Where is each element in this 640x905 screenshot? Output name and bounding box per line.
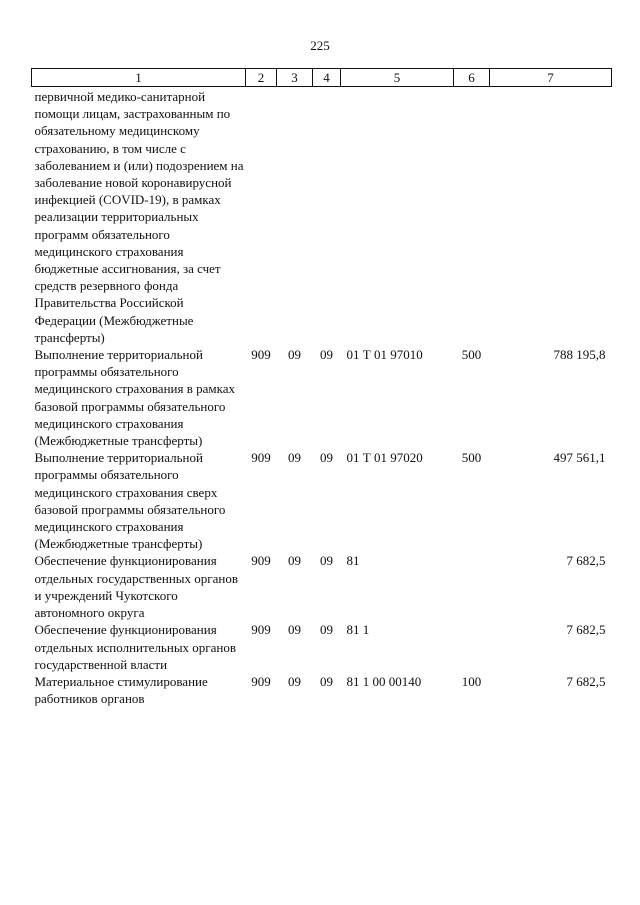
table-row	[32, 346, 612, 449]
row-ministry: 909	[251, 622, 271, 638]
row-subsection: 09	[320, 553, 333, 569]
table-row	[32, 621, 612, 673]
row-name: Материальное стимулирование работников органов	[34, 673, 208, 707]
row-subsection: 09	[320, 450, 333, 466]
row-expense-type	[454, 552, 490, 621]
header-row	[32, 69, 612, 87]
table-header	[32, 69, 612, 87]
row-ministry: 909	[251, 673, 271, 689]
row-target-code: 01 Т 01 97020	[346, 450, 423, 466]
column-header-1: 1	[32, 69, 246, 87]
row-target-code: 81 1 00 00140	[346, 673, 422, 689]
row-amount: 497 561,1	[553, 450, 606, 466]
row-amount: 7 682,5	[566, 553, 606, 569]
row-name: первичной медико-санитарной помощи лицам, застрахованным по обязательному медицинскому страхованию, в том числе с заболеванием и (или) подозрением на заболевание новой коронавирусной инфекцией (COVID-19), в рамках реализации территориальных программ обязательного медицинского страхования бюджетные ассигнования, за счет средств резервного фонда Правительства Российской Федерации (Межбюджетные трансферты)	[34, 89, 244, 345]
row-name: Обеспечение функционирования отдельных государственных органов и учреждений Чукотского автономного округа	[34, 553, 238, 621]
row-name: Обеспечение функционирования отдельных исполнительных органов государственной власти	[34, 622, 236, 672]
row-expense-type: 500	[461, 450, 482, 466]
row-target-code: 01 Т 01 97010	[346, 347, 423, 363]
row-expense-type: 100	[461, 673, 482, 689]
column-header-4: 4	[313, 69, 341, 87]
row-subsection: 09	[320, 673, 333, 689]
row-expense-type	[454, 88, 490, 346]
row-amount: 7 682,5	[566, 622, 606, 638]
budget-table	[31, 68, 612, 707]
row-name: Выполнение территориальной программы обязательного медицинского страхования сверх базовой программы обязательного медицинского страхования (Межбюджетные трансферты)	[34, 450, 226, 552]
row-subsection: 09	[320, 347, 333, 363]
row-section	[277, 88, 313, 346]
column-header-3: 3	[277, 69, 313, 87]
table-body	[32, 87, 612, 708]
table-row	[32, 673, 612, 707]
table-row	[32, 449, 612, 552]
row-subsection: 09	[320, 622, 333, 638]
row-section: 09	[288, 622, 301, 638]
row-target-code	[341, 88, 454, 346]
table-row	[32, 88, 612, 346]
row-section: 09	[288, 673, 301, 689]
row-target-code: 81 1	[346, 622, 370, 638]
column-header-2: 2	[246, 69, 277, 87]
row-name: Выполнение территориальной программы обязательного медицинского страхования в рамках базовой программы обязательного медицинского страхования (Межбюджетные трансферты)	[34, 347, 235, 449]
row-section: 09	[288, 347, 301, 363]
row-amount: 788 195,8	[553, 347, 606, 363]
row-ministry: 909	[251, 450, 271, 466]
row-ministry	[246, 88, 277, 346]
row-target-code: 81	[346, 553, 360, 569]
row-expense-type	[454, 621, 490, 673]
column-header-7: 7	[490, 69, 612, 87]
row-section: 09	[288, 553, 301, 569]
row-subsection	[313, 88, 341, 346]
page-number: 225	[310, 38, 330, 53]
row-amount: 7 682,5	[566, 673, 606, 689]
row-ministry: 909	[251, 347, 271, 363]
table-row	[32, 552, 612, 621]
column-header-5: 5	[341, 69, 454, 87]
column-header-6: 6	[454, 69, 490, 87]
row-amount	[490, 88, 612, 346]
row-ministry: 909	[251, 553, 271, 569]
row-expense-type: 500	[461, 347, 482, 363]
row-section: 09	[288, 450, 301, 466]
